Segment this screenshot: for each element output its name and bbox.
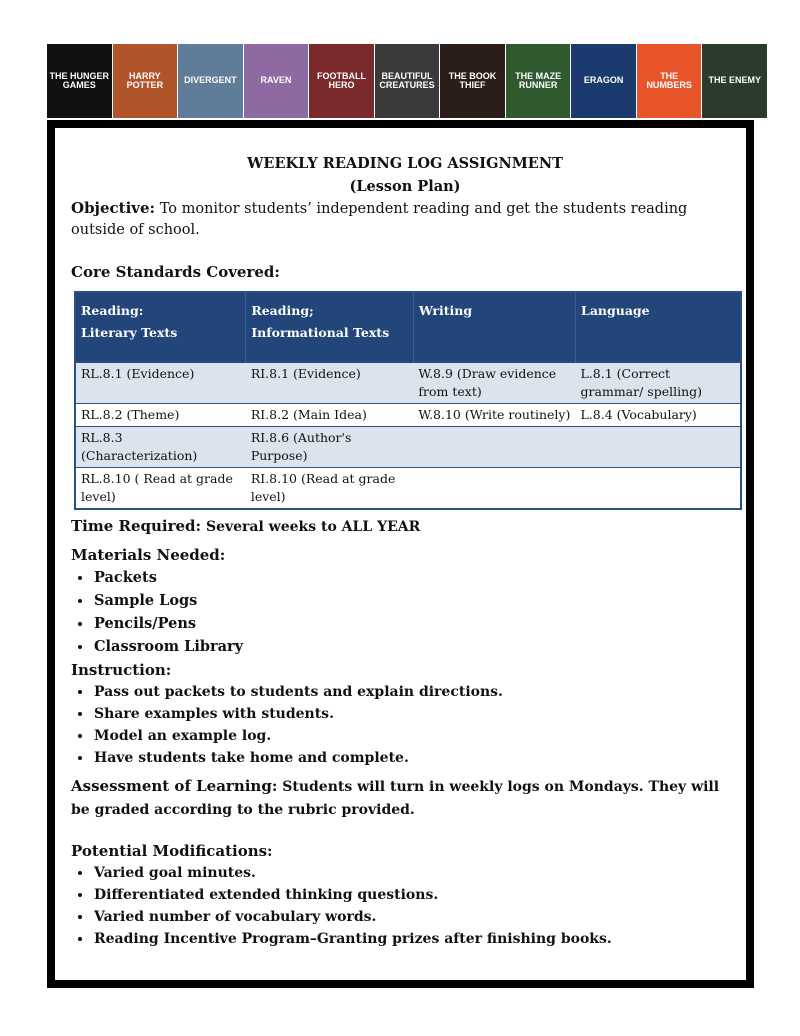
table-row: [75, 363, 741, 404]
header-text: Informational Texts: [251, 325, 390, 340]
book-cover: THE MAZE RUNNER: [506, 44, 571, 118]
header-text: Reading;: [251, 303, 314, 318]
document-subtitle: (Lesson Plan): [349, 178, 461, 195]
book-cover-banner: [47, 44, 767, 118]
table-cell: [576, 468, 741, 510]
book-cover: FOOTBALL HERO: [309, 44, 374, 118]
table-header: [576, 292, 741, 363]
table-cell: L.8.4 (Vocabulary): [576, 404, 741, 427]
list-item: • Pass out packets to students and explain directions.: [93, 681, 739, 703]
materials-list: [71, 566, 739, 658]
table-cell: RL.8.2 (Theme): [75, 404, 246, 427]
list-item: • Have students take home and complete.: [93, 747, 739, 769]
table-cell: [576, 427, 741, 468]
modifications-list: [71, 862, 739, 950]
book-cover: THE HUNGER GAMES: [47, 44, 112, 118]
table-cell: RI.8.6 (Author's Purpose): [246, 427, 414, 468]
list-item: • Share examples with students.: [93, 703, 739, 725]
book-cover: DIVERGENT: [178, 44, 243, 118]
table-cell: RL.8.3 (Characterization): [75, 427, 246, 468]
modifications-heading: Potential Modifications:: [71, 842, 273, 860]
book-cover: THE ENEMY: [702, 44, 767, 118]
table-cell: W.8.10 (Write routinely): [413, 404, 575, 427]
list-item: • Sample Logs: [93, 589, 739, 612]
book-cover: HARRY POTTER: [113, 44, 178, 118]
instruction-heading: Instruction:: [71, 661, 172, 679]
book-cover: THE NUMBERS: [637, 44, 702, 118]
objective-label: Objective:: [71, 199, 156, 217]
list-item: • Differentiated extended thinking questions.: [93, 884, 739, 906]
standards-heading: Core Standards Covered:: [71, 263, 280, 281]
table-header: [413, 292, 575, 363]
time-required: [71, 516, 739, 538]
table-row: [75, 404, 741, 427]
table-cell: RI.8.1 (Evidence): [246, 363, 414, 404]
assessment: [71, 775, 739, 822]
assessment-label: Assessment of Learning:: [71, 777, 278, 795]
lesson-plan-frame: [47, 120, 754, 988]
table-row: [75, 427, 741, 468]
table-cell: [413, 468, 575, 510]
list-item: • Packets: [93, 566, 739, 589]
header-text: Reading:: [81, 303, 144, 318]
table-cell: RI.8.2 (Main Idea): [246, 404, 414, 427]
table-cell: [413, 427, 575, 468]
book-cover: BEAUTIFUL CREATURES: [375, 44, 440, 118]
list-item: • Classroom Library: [93, 635, 739, 658]
document-title: WEEKLY READING LOG ASSIGNMENT: [247, 155, 563, 172]
instruction-list: [71, 681, 739, 769]
table-cell: L.8.1 (Correct grammar/ spelling): [576, 363, 741, 404]
table-cell: RL.8.1 (Evidence): [75, 363, 246, 404]
time-label: Time Required:: [71, 517, 202, 535]
objective-text: To monitor students’ independent reading and get the students reading outside of school.: [71, 201, 688, 238]
list-item: • Varied number of vocabulary words.: [93, 906, 739, 928]
table-row: [75, 468, 741, 510]
list-item: • Reading Incentive Program–Granting prizes after finishing books.: [93, 928, 739, 950]
table-header: [75, 292, 246, 363]
book-cover: ERAGON: [571, 44, 636, 118]
assessment-text: Students will turn in weekly logs on Mondays. They will be graded according to the rubric provided.: [71, 779, 720, 818]
book-cover: THE BOOK THIEF: [440, 44, 505, 118]
list-item: • Varied goal minutes.: [93, 862, 739, 884]
header-text: Literary Texts: [81, 325, 178, 340]
materials-heading: Materials Needed:: [71, 546, 226, 564]
table-header: [246, 292, 414, 363]
header-text: Writing: [418, 303, 473, 318]
table-cell: RI.8.10 (Read at grade level): [246, 468, 414, 510]
header-text: Language: [581, 303, 650, 318]
table-cell: W.8.9 (Draw evidence from text): [413, 363, 575, 404]
time-text: Several weeks to ALL YEAR: [201, 519, 421, 535]
list-item: • Model an example log.: [93, 725, 739, 747]
standards-table: [74, 291, 742, 510]
list-item: • Pencils/Pens: [93, 612, 739, 635]
table-cell: RL.8.10 ( Read at grade level): [75, 468, 246, 510]
objective: [71, 198, 739, 241]
book-cover: RAVEN: [244, 44, 309, 118]
